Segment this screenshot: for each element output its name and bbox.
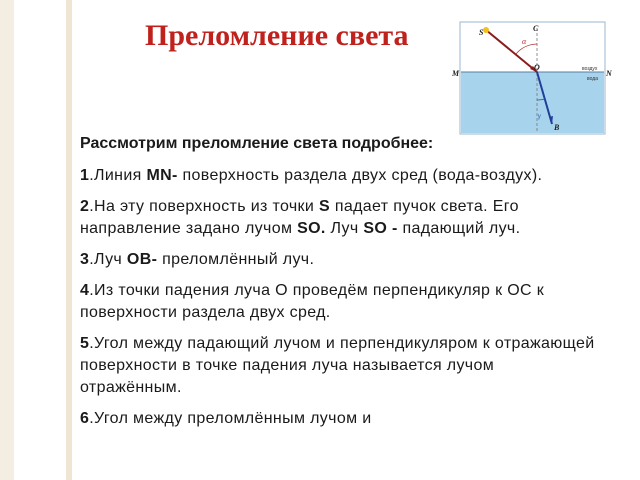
list-item [80, 249, 600, 271]
label-gamma: γ [538, 112, 541, 120]
list-item [80, 333, 600, 399]
list-item [80, 280, 600, 324]
item-text: .Из точки падения луча О проведём перпендикуляр к ОС к поверхности раздела двух сред. [80, 282, 545, 321]
label-alpha: α [522, 37, 527, 46]
label-air: воздух [582, 66, 598, 72]
item-number: 1 [80, 167, 90, 184]
list-item [80, 408, 600, 430]
label-n: N [606, 69, 612, 78]
item-text: .Угол между преломлённым лучом и [89, 410, 372, 427]
term-so: SO. [297, 220, 326, 237]
item-number: 2 [80, 198, 90, 215]
item-text: .Линия [89, 167, 147, 184]
item-text: .Луч [89, 251, 127, 268]
list-item [80, 165, 600, 187]
term-mn: MN- [146, 167, 178, 184]
slide-left-strip [0, 0, 14, 480]
item-number: 3 [80, 251, 90, 268]
item-text: .Угол между падающий лучом и перпендикуляром к отражающей поверхности в точке падения луча называется лучом отражённым. [80, 335, 595, 396]
term-so: SO - [363, 220, 398, 237]
item-text: преломлённый луч. [157, 251, 315, 268]
item-number: 6 [80, 410, 90, 427]
label-water: вода [587, 76, 598, 82]
slide-body [80, 133, 600, 439]
light-source-s [483, 27, 489, 33]
item-text: падающий луч. [397, 220, 521, 237]
slide-left-rule [66, 0, 72, 480]
item-text: падает пучок света. Его направление задано лучом [80, 198, 519, 237]
item-text: поверхность раздела двух сред (вода-воздух). [177, 167, 543, 184]
item-text: Луч [325, 220, 364, 237]
list-item [80, 196, 600, 240]
term-ob: OB- [126, 251, 158, 268]
refraction-diagram [450, 20, 612, 138]
lead-text: Рассмотрим преломление света подробнее: [80, 135, 434, 152]
label-s: S [479, 28, 484, 37]
item-number: 4 [80, 282, 90, 299]
label-b: B [554, 123, 560, 132]
item-number: 5 [80, 335, 90, 352]
slide-title: Преломление света [145, 19, 409, 52]
water-region [461, 72, 604, 133]
item-text: .На эту поверхность из точки [89, 198, 319, 215]
term-s: S [319, 198, 331, 215]
label-o: O [534, 63, 540, 72]
label-m: M [452, 69, 460, 78]
label-c: C [533, 24, 539, 33]
